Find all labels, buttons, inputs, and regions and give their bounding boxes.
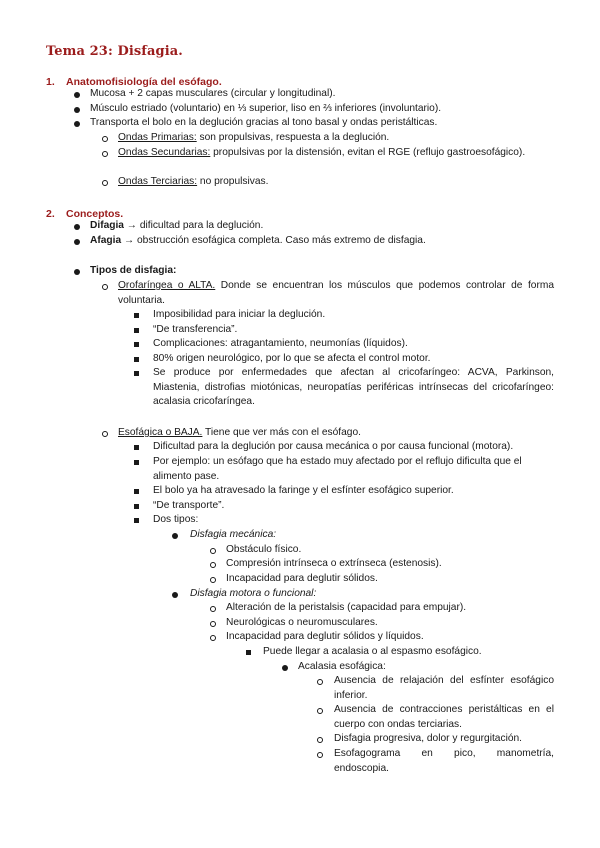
bullet-square <box>134 445 139 450</box>
list-item: Alteración de la peristalsis (capacidad para empujar). <box>226 602 467 613</box>
bullet-circle <box>210 606 216 612</box>
bullet-circle <box>102 151 108 157</box>
term-text: Tiene que ver más con el esófago. <box>202 427 361 438</box>
bullet-circle <box>210 562 216 568</box>
list-item <box>118 175 268 190</box>
bullet-circle <box>102 136 108 142</box>
bullet-square <box>134 357 139 362</box>
list-item: Incapacidad para deglutir sólidos. <box>226 573 378 584</box>
term-label: Orofaríngea o ALTA. <box>118 280 216 291</box>
list-item: Se produce por enfermedades que afectan al cricofaríngeo: ACVA, Parkinson, Miastenia, distrofias miotónicas, neuropatías periféricas intrínsecas del cricofaríngeo: acalasia cricofaríngea. <box>153 367 554 407</box>
list-item: Dificultad para la deglución por causa mecánica o por causa funcional (motora). <box>153 441 514 452</box>
term-label: Ondas Primarias: <box>118 132 197 143</box>
list-item: Esofagograma en pico, manometría, endoscopia. <box>334 748 554 774</box>
section-label: Conceptos. <box>66 208 124 220</box>
list-item: Por ejemplo: un esófago que ha estado muy afectado por el reflujo dificulta que el alimento pase. <box>153 456 522 482</box>
term-text: Donde se encuentran los músculos que podemos controlar de forma voluntaria. <box>118 280 554 306</box>
list-item: Mucosa + 2 capas musculares (circular y longitudinal). <box>90 88 336 99</box>
list-item: Complicaciones: atragantamiento, neumonías (líquidos). <box>153 338 408 349</box>
page-title: Tema 23: Disfagia. <box>46 44 183 59</box>
list-item: Neurológicas o neuromusculares. <box>226 617 378 628</box>
bullet-circle <box>317 737 323 743</box>
bullet-dot <box>74 107 80 113</box>
list-item: Compresión intrínseca o extrínseca (estenosis). <box>226 558 442 569</box>
subheading: Tipos de disfagia: <box>90 265 177 276</box>
term-text: → dificultad para la deglución. <box>123 220 264 231</box>
bullet-square <box>134 328 139 333</box>
list-item <box>118 426 361 441</box>
section-number: 2. <box>46 208 55 220</box>
term-label: Ondas Terciarias: <box>118 176 198 187</box>
bullet-square <box>134 460 139 465</box>
bullet-dot <box>74 239 80 245</box>
section-label: Anatomofisiología del esófago. <box>66 76 222 88</box>
bullet-dot <box>74 92 80 98</box>
bullet-square <box>134 489 139 494</box>
list-item: Disfagia progresiva, dolor y regurgitación. <box>334 733 522 744</box>
subheading: Disfagia mecánica: <box>190 529 277 540</box>
list-item: Imposibilidad para iniciar la deglución. <box>153 309 326 320</box>
bullet-dot <box>172 533 178 539</box>
list-item: 80% origen neurológico, por lo que se afecta el control motor. <box>153 353 431 364</box>
bullet-square <box>134 371 139 376</box>
bullet-circle <box>102 180 108 186</box>
term-label: Difagia <box>90 220 124 231</box>
bullet-circle <box>102 431 108 437</box>
list-item <box>90 219 263 234</box>
bullet-circle <box>210 621 216 627</box>
bullet-dot <box>282 665 288 671</box>
bullet-circle <box>102 284 108 290</box>
term-label: Ondas Secundarias: <box>118 147 211 158</box>
bullet-square <box>134 313 139 318</box>
bullet-circle <box>317 752 323 758</box>
bullet-square <box>134 504 139 509</box>
bullet-circle <box>317 679 323 685</box>
bullet-square <box>134 342 139 347</box>
term-text: son propulsivas, respuesta a la deglución. <box>196 132 390 143</box>
list-item: Dos tipos: <box>153 514 199 525</box>
list-item: “De transferencia”. <box>153 324 238 335</box>
bullet-dot <box>74 224 80 230</box>
term-text: no propulsivas. <box>197 176 269 187</box>
bullet-dot <box>172 592 178 598</box>
list-item <box>118 279 554 308</box>
subheading: Acalasia esofágica: <box>298 661 386 672</box>
bullet-dot <box>74 121 80 127</box>
term-label: Esofágica o BAJA. <box>118 427 203 438</box>
list-item: El bolo ya ha atravesado la faringe y el esfínter esofágico superior. <box>153 485 454 496</box>
bullet-circle <box>210 577 216 583</box>
subheading: Disfagia motora o funcional: <box>190 588 317 599</box>
list-item: Incapacidad para deglutir sólidos y líquidos. <box>226 631 424 642</box>
list-item: Obstáculo físico. <box>226 544 302 555</box>
list-item: “De transporte”. <box>153 500 225 511</box>
term-text: propulsivas por la distensión, evitan el RGE (reflujo gastroesofágico). <box>210 147 526 158</box>
bullet-circle <box>210 548 216 554</box>
bullet-square <box>246 650 251 655</box>
list-item: Ausencia de contracciones peristálticas en el cuerpo con ondas terciarias. <box>334 704 554 730</box>
list-item <box>118 131 389 146</box>
list-item: Transporta el bolo en la deglución gracias al tono basal y ondas peristálticas. <box>90 117 438 128</box>
term-label: Afagia <box>90 235 122 246</box>
section-number: 1. <box>46 76 55 88</box>
bullet-circle <box>210 635 216 641</box>
list-item <box>118 146 554 161</box>
bullet-circle <box>317 708 323 714</box>
bullet-square <box>134 518 139 523</box>
list-item <box>90 234 426 249</box>
list-item: Músculo estriado (voluntario) en ⅓ superior, liso en ⅔ inferiores (involuntario). <box>90 103 442 114</box>
list-item: Puede llegar a acalasia o al espasmo esofágico. <box>263 646 482 657</box>
list-item: Ausencia de relajación del esfínter esofágico inferior. <box>334 675 554 701</box>
bullet-dot <box>74 269 80 275</box>
term-text: → obstrucción esofágica completa. Caso más extremo de disfagia. <box>121 235 426 246</box>
